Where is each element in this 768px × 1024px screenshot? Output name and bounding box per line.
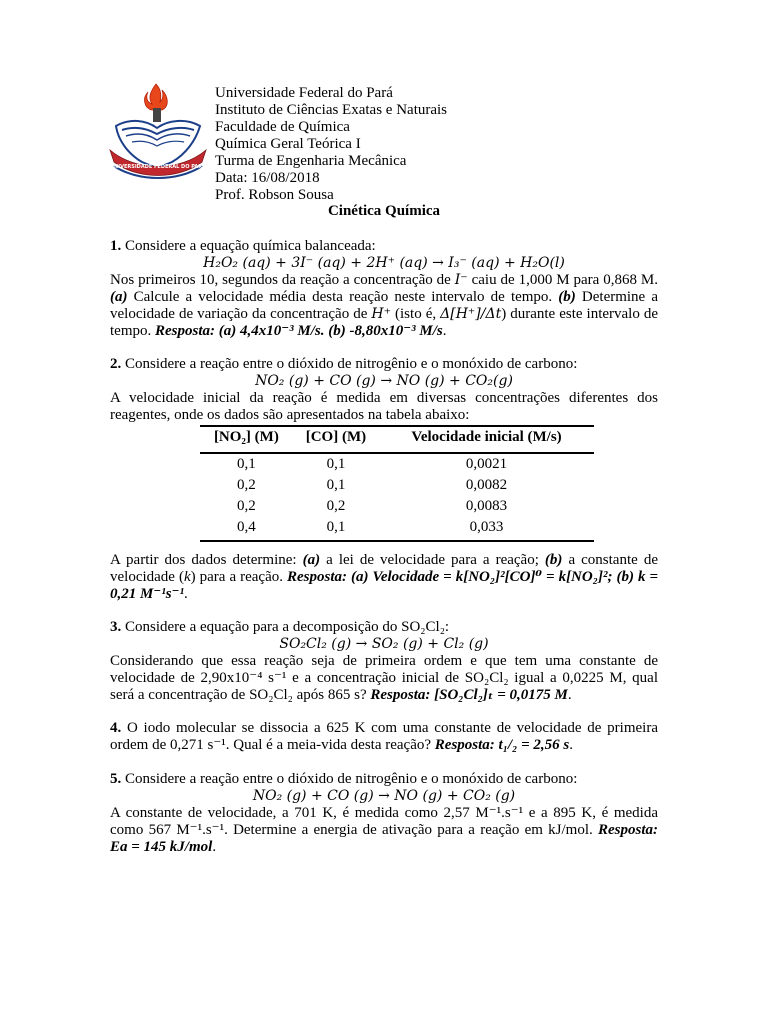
table-cell: 0,4: [200, 517, 293, 541]
q1-text: (isto é,: [391, 306, 441, 322]
table-row: [200, 517, 594, 541]
table-header: [CO] (M): [293, 426, 379, 453]
q1-label-b: (b): [558, 289, 576, 305]
university-logo: [106, 82, 210, 186]
header-class: Turma de Engenharia Mecânica: [215, 153, 407, 169]
table-row: [200, 496, 594, 517]
q1-answer: Resposta: (a) 4,4x10⁻³ M/s. (b) -8,80x10⁻³ M/s: [155, 323, 443, 339]
header-professor: Prof. Robson Sousa: [215, 187, 334, 203]
q4-end: .: [569, 737, 573, 753]
header-university: Universidade Federal do Pará: [215, 85, 393, 101]
q5-intro: Considere a reação entre o dióxido de nitrogênio e o monóxido de carbono:: [121, 771, 578, 787]
q2-task-text: ) para a reação.: [190, 569, 288, 585]
q3-equation: SO₂Cl₂ (g) → SO₂ (g) + Cl₂ (g): [279, 636, 489, 652]
table-cell: 0,0021: [465, 456, 508, 472]
table-cell: 0,1: [326, 477, 346, 493]
header-institute: Instituto de Ciências Exatas e Naturais: [215, 102, 448, 118]
question-1: [110, 238, 658, 340]
question-2-task: [110, 552, 658, 603]
q2-task-text: A partir dos dados determine:: [110, 552, 303, 568]
q1-text: ) durante este intervalo de tempo.: [110, 306, 659, 339]
q3-number: 3.: [110, 619, 122, 635]
table-cell: 0,0083: [465, 498, 508, 514]
q5-end: .: [212, 839, 217, 855]
table-cell: 0,2: [237, 477, 256, 493]
q1-label-a: (a): [110, 289, 128, 305]
question-2: [110, 356, 658, 424]
q1-number: 1.: [110, 238, 122, 254]
table-row: [200, 475, 594, 496]
q1-text: Calcule a velocidade média desta reação neste intervalo de tempo.: [127, 289, 559, 305]
q5-number: 5.: [110, 771, 122, 787]
q2-intro: Considere a reação entre o dióxido de nitrogênio e o monóxido de carbono:: [121, 356, 578, 372]
q5-answer: Resposta: Ea = 145 kJ/mol: [110, 822, 658, 855]
q1-intro: Considere a equação química balanceada:: [121, 238, 376, 254]
q3-end: .: [567, 687, 572, 703]
rates-table: [200, 425, 594, 542]
table-header-row: [200, 426, 594, 453]
q3-intro: Considere a equação para a decomposição do SO₂Cl₂:: [121, 619, 450, 635]
table-cell: 0,033: [379, 517, 594, 541]
q3-text: Considerando que essa reação seja de primeira ordem e que tem uma constante de velocidade de 2,90x10⁻⁴ s⁻¹ e a concentração inicial de SO₂Cl₂ igual a 0,0225 M, qual será a concentração de SO₂Cl₂ após 865 s?: [110, 653, 658, 703]
q2-answer: Resposta: (a) Velocidade = k[NO₂]²[CO]⁰ = k[NO₂]²; (b) k = 0,21 M⁻¹s⁻¹: [110, 569, 658, 602]
torch-flame-icon: [145, 84, 168, 110]
q2-task-text: a lei de velocidade para a reação;: [320, 552, 545, 568]
q5-text: A constante de velocidade, a 701 K, é medida como 2,57 M⁻¹.s⁻¹ e a 895 K, é medida como 567 M⁻¹.s⁻¹. Determine a energia de ativação para a reação em kJ/mol.: [110, 805, 658, 838]
table-cell: 0,1: [293, 517, 379, 541]
table-header: [NO₂] (M): [200, 426, 293, 453]
q4-number: 4.: [110, 720, 122, 736]
q3-answer: Resposta: [SO₂Cl₂]ₜ = 0,0175 M: [370, 687, 568, 703]
q2-label-b: (b): [544, 552, 563, 568]
header: [215, 85, 515, 204]
q2-equation: NO₂ (g) + CO (g) → NO (g) + CO₂(g): [255, 373, 513, 389]
q1-ratio: Δ[H⁺]/Δt: [440, 306, 502, 322]
q2-end: .: [184, 586, 188, 602]
q1-end: .: [442, 323, 447, 339]
q1-equation: H₂O₂ (aq) + 3I⁻ (aq) + 2H⁺ (aq) → I₃⁻ (aq) + H₂O(l): [203, 255, 565, 271]
table-cell: 0,0082: [465, 477, 508, 493]
q4-answer: Resposta: t₁/₂ = 2,56 s: [434, 737, 570, 753]
q2-text: A velocidade inicial da reação é medida em diversas concentrações diferentes dos reagentes, onde os dados são apresentados na tabela abaixo:: [110, 390, 658, 423]
logo-banner-text: UNIVERSIDADE FEDERAL DO PARÁ: [109, 164, 207, 170]
q1-text: caiu de 1,000 M para 0,868 M.: [467, 272, 658, 288]
question-3: [110, 619, 658, 704]
table-cell: 0,1: [326, 456, 346, 472]
header-faculty: Faculdade de Química: [215, 119, 350, 135]
q4-text: O iodo molecular se dissocia a 625 K com uma constante de velocidade de primeira ordem de 0,271 s⁻¹. Qual é a meia-vida desta reação?: [110, 720, 658, 753]
question-5: [110, 771, 658, 856]
q1-text: Nos primeiros 10, segundos da reação a concentração de: [110, 272, 455, 288]
header-date: Data: 16/08/2018: [215, 170, 320, 186]
question-4: [110, 720, 658, 754]
q2-k: k: [183, 569, 191, 585]
table-row: [200, 453, 594, 475]
table-cell: 0,2: [237, 498, 256, 514]
q2-label-a: (a): [302, 552, 321, 568]
q1-text: Determine a velocidade de variação da concentração de: [110, 289, 658, 322]
q2-task-text: a constante de velocidade (: [110, 552, 658, 585]
q1-hplus: H⁺: [371, 306, 392, 322]
table-cell: 0,2: [326, 498, 346, 514]
q1-ion: I⁻: [454, 272, 468, 288]
q2-number: 2.: [110, 356, 122, 372]
q5-equation: NO₂ (g) + CO (g) → NO (g) + CO₂ (g): [252, 788, 516, 804]
page-title: Cinética Química: [327, 203, 441, 219]
table-cell: 0,1: [237, 456, 256, 472]
table-header: Velocidade inicial (M/s): [379, 426, 594, 453]
header-course: Química Geral Teórica I: [215, 136, 361, 152]
